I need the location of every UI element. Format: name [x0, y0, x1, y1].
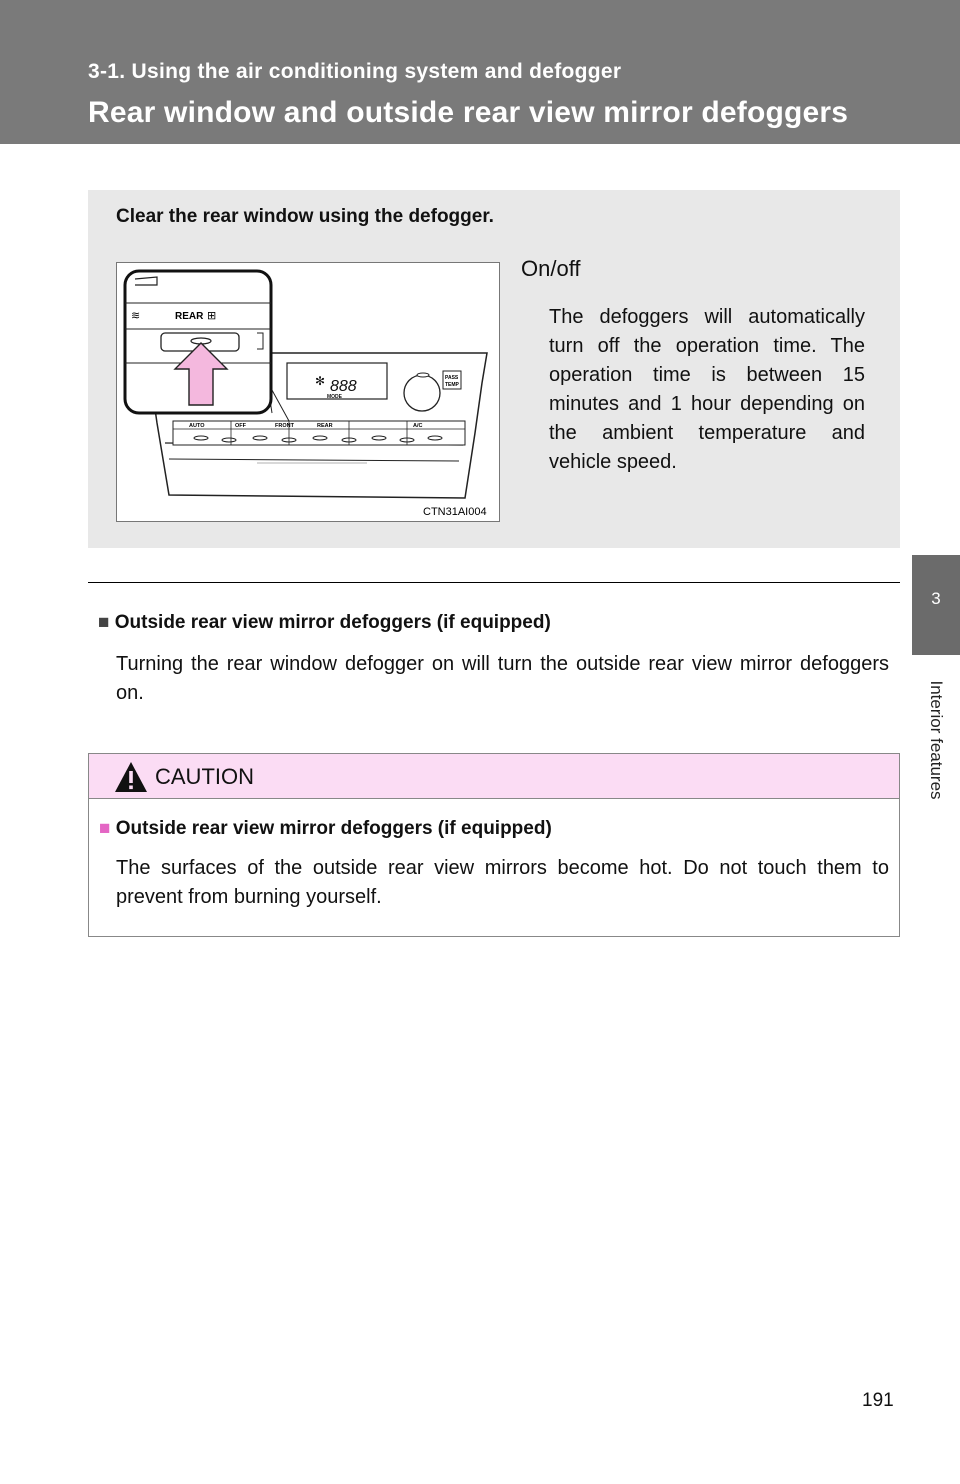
caution-title: CAUTION: [155, 764, 254, 789]
caution-bullet: ■: [99, 818, 111, 839]
zoom-rear-label: REAR: [175, 311, 204, 322]
mode-label: MODE: [327, 394, 342, 400]
page-number: 191: [862, 1390, 894, 1411]
pass-label: PASS: [445, 375, 459, 381]
btn-rear-label: REAR: [317, 423, 333, 429]
fan-icon: ✻: [315, 374, 326, 388]
section-title: 3-1. Using the air conditioning system and defogger: [88, 60, 622, 83]
illustration-code: CTN31AI004: [423, 506, 487, 518]
caution-body: The surfaces of the outside rear view mirrors become hot. Do not touch them to prevent from burning yourself.: [116, 857, 889, 908]
btn-front-label: FRONT: [275, 423, 294, 429]
btn-ac-label: A/C: [413, 423, 423, 429]
onoff-description: The defoggers will automatically turn off the operation time. The operation time is between 15 minutes and 1 hour depending on the ambient temperature and vehicle speed.: [549, 306, 865, 473]
caution-box: [88, 753, 900, 937]
caution-heading-text: Outside rear view mirror defoggers (if equipped): [115, 818, 552, 839]
chapter-header: [0, 0, 960, 144]
temp-label: TEMP: [445, 382, 459, 388]
caution-heading: [99, 818, 552, 840]
front-defog-icon: ≋: [131, 310, 141, 322]
rear-defog-icon: ⊞: [207, 310, 217, 322]
note-heading: [98, 612, 551, 634]
page-title: Rear window and outside rear view mirror defoggers: [88, 96, 849, 129]
instruction-lead: Clear the rear window using the defogger.: [116, 206, 494, 227]
warning-icon: [113, 760, 149, 794]
note-body: Turning the rear window defogger on will turn the outside rear view mirror defoggers on.: [116, 653, 889, 704]
chapter-number: 3: [931, 589, 941, 608]
chapter-label: Interior features: [927, 680, 946, 800]
onoff-label: On/off: [521, 256, 581, 281]
note-heading-text: Outside rear view mirror defoggers (if equipped): [114, 612, 551, 633]
display-digits: 888: [330, 378, 357, 395]
control-panel-illustration: [116, 262, 500, 522]
note-bullet: ■: [98, 612, 110, 633]
caution-header: [89, 754, 899, 799]
btn-off-label: OFF: [235, 423, 246, 429]
btn-auto-label: AUTO: [189, 423, 205, 429]
section-divider: [88, 582, 900, 583]
chapter-tab: [912, 555, 960, 655]
